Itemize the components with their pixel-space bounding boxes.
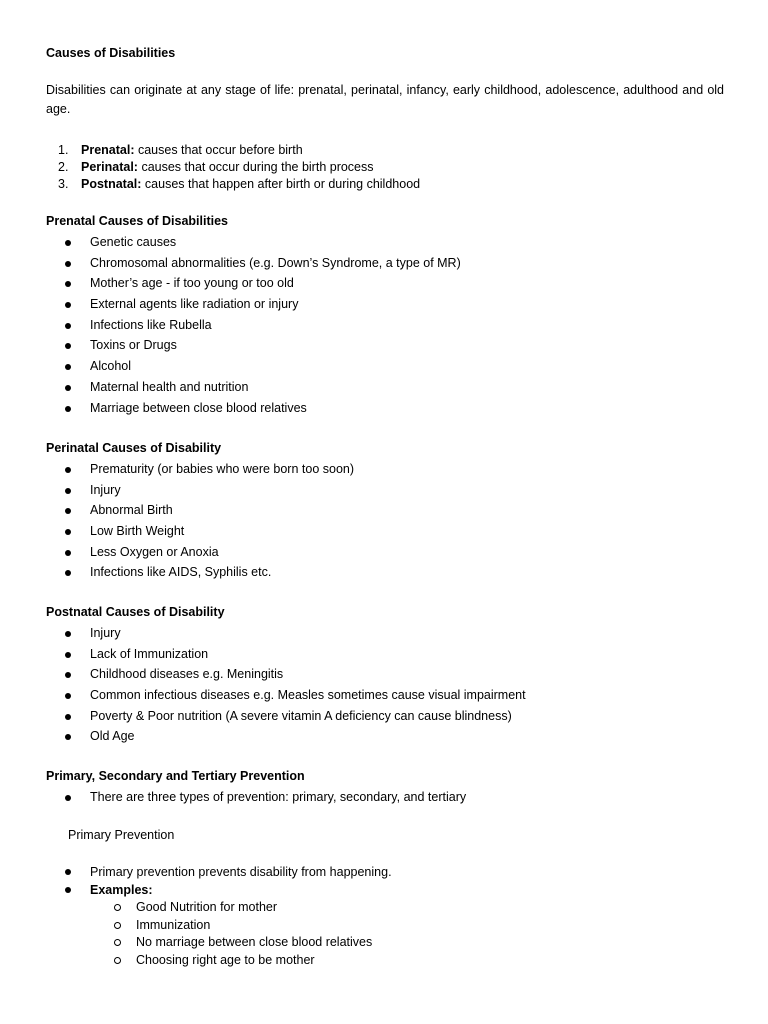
list-item-text: No marriage between close blood relatives <box>136 935 373 949</box>
list-item-text: Examples: <box>90 883 153 897</box>
stage-term: Postnatal: <box>81 177 142 191</box>
list-item <box>46 934 372 952</box>
bullet-icon <box>65 652 71 658</box>
intro-paragraph: Disabilities can originate at any stage of life: prenatal, perinatal, infancy, early childhood, adolescence, adulthood and old age. <box>46 83 724 116</box>
postnatal-list <box>46 623 526 747</box>
bullet-icon <box>65 488 71 494</box>
list-item <box>46 664 526 685</box>
list-item <box>58 142 420 159</box>
list-item-text: Primary prevention prevents disability from happening. <box>90 865 392 879</box>
list-item <box>46 863 392 881</box>
list-item <box>46 273 461 294</box>
list-number: 1. <box>58 143 69 157</box>
list-item <box>46 685 526 706</box>
list-item <box>46 459 354 480</box>
list-item <box>46 232 461 253</box>
bullet-icon <box>65 281 71 287</box>
circle-bullet-icon <box>114 922 121 929</box>
primary-examples-list <box>46 899 372 969</box>
prevention-list <box>46 787 466 808</box>
primary-prevention-list <box>46 863 392 899</box>
list-item <box>46 335 461 356</box>
list-item-text: Lack of Immunization <box>90 646 209 661</box>
bullet-icon <box>65 385 71 391</box>
bullet-icon <box>65 364 71 370</box>
list-item <box>46 480 354 501</box>
list-item-text: Childhood diseases e.g. Meningitis <box>90 667 284 682</box>
list-item <box>46 542 354 563</box>
bullet-icon <box>65 467 71 473</box>
bullet-icon <box>65 406 71 412</box>
list-item-text: Common infectious diseases e.g. Measles sometimes cause visual impairment <box>90 688 526 703</box>
bullet-icon <box>65 261 71 267</box>
list-item <box>46 562 354 583</box>
list-item <box>46 398 461 419</box>
bullet-icon <box>65 887 71 893</box>
list-item <box>46 521 354 542</box>
perinatal-list <box>46 459 354 583</box>
bullet-icon <box>65 672 71 678</box>
list-item-text: Choosing right age to be mother <box>136 952 315 967</box>
prenatal-heading: Prenatal Causes of Disabilities <box>46 214 229 228</box>
list-item-text: Immunization <box>136 917 211 932</box>
circle-bullet-icon <box>114 957 121 964</box>
list-item <box>46 787 466 808</box>
list-item-text: Injury <box>90 482 121 497</box>
bullet-icon <box>65 714 71 720</box>
list-item <box>46 644 526 665</box>
bullet-icon <box>65 550 71 556</box>
list-item-text: Poverty & Poor nutrition (A severe vitamin A deficiency can cause blindness) <box>90 708 512 723</box>
list-item-text: Maternal health and nutrition <box>90 379 249 394</box>
list-item-text: Alcohol <box>90 359 131 374</box>
list-item-text: Less Oxygen or Anoxia <box>90 544 219 559</box>
list-item <box>58 176 420 193</box>
list-item-text: Marriage between close blood relatives <box>90 400 307 415</box>
list-item <box>46 377 461 398</box>
list-item-text: Abnormal Birth <box>90 503 173 518</box>
list-item <box>46 315 461 336</box>
list-item-text: Old Age <box>90 729 135 744</box>
list-number: 3. <box>58 177 69 191</box>
list-item-text: Chromosomal abnormalities (e.g. Down’s Syndrome, a type of MR) <box>90 255 461 270</box>
bullet-icon <box>65 529 71 535</box>
perinatal-heading: Perinatal Causes of Disability <box>46 441 222 455</box>
list-item <box>46 706 526 727</box>
stage-description: causes that occur before birth <box>134 143 303 157</box>
list-item <box>46 917 372 935</box>
document-title: Causes of Disabilities <box>46 46 176 60</box>
bullet-icon <box>65 343 71 349</box>
bullet-icon <box>65 631 71 637</box>
prenatal-list <box>46 232 461 418</box>
bullet-icon <box>65 795 71 801</box>
bullet-icon <box>65 570 71 576</box>
stage-term: Prenatal: <box>81 143 135 157</box>
circle-bullet-icon <box>114 939 121 946</box>
bullet-icon <box>65 869 71 875</box>
list-number: 2. <box>58 160 69 174</box>
list-item <box>46 881 392 899</box>
list-item <box>46 726 526 747</box>
list-item-text: Injury <box>90 626 121 640</box>
bullet-icon <box>65 323 71 329</box>
list-item <box>46 356 461 377</box>
list-item <box>46 294 461 315</box>
stage-description: causes that occur during the birth process <box>137 160 374 174</box>
list-item-text: Genetic causes <box>90 235 177 249</box>
list-item <box>58 159 420 176</box>
list-item-text: Low Birth Weight <box>90 524 185 539</box>
postnatal-heading: Postnatal Causes of Disability <box>46 605 225 619</box>
stage-term: Perinatal: <box>81 160 138 174</box>
bullet-icon <box>65 302 71 308</box>
stages-list <box>58 142 420 193</box>
bullet-icon <box>65 240 71 246</box>
list-item <box>46 623 526 644</box>
prevention-heading: Primary, Secondary and Tertiary Prevention <box>46 769 305 783</box>
list-item-text: Infections like Rubella <box>90 317 212 332</box>
bullet-icon <box>65 508 71 514</box>
list-item <box>46 253 461 274</box>
bullet-icon <box>65 734 71 740</box>
bullet-icon <box>65 693 71 699</box>
list-item-text: External agents like radiation or injury <box>90 297 299 312</box>
list-item <box>46 952 372 970</box>
circle-bullet-icon <box>114 904 121 911</box>
list-item-text: Prematurity (or babies who were born too soon) <box>90 462 355 476</box>
list-item-text: Good Nutrition for mother <box>136 900 278 914</box>
stage-description: causes that happen after birth or during childhood <box>141 177 421 191</box>
list-item <box>46 899 372 917</box>
list-item-text: Mother’s age - if too young or too old <box>90 276 294 291</box>
list-item-text: Infections like AIDS, Syphilis etc. <box>90 565 272 580</box>
list-item-text: Toxins or Drugs <box>90 338 177 353</box>
primary-prevention-heading: Primary Prevention <box>68 828 175 842</box>
list-item-text: There are three types of prevention: primary, secondary, and tertiary <box>90 790 467 804</box>
list-item <box>46 500 354 521</box>
